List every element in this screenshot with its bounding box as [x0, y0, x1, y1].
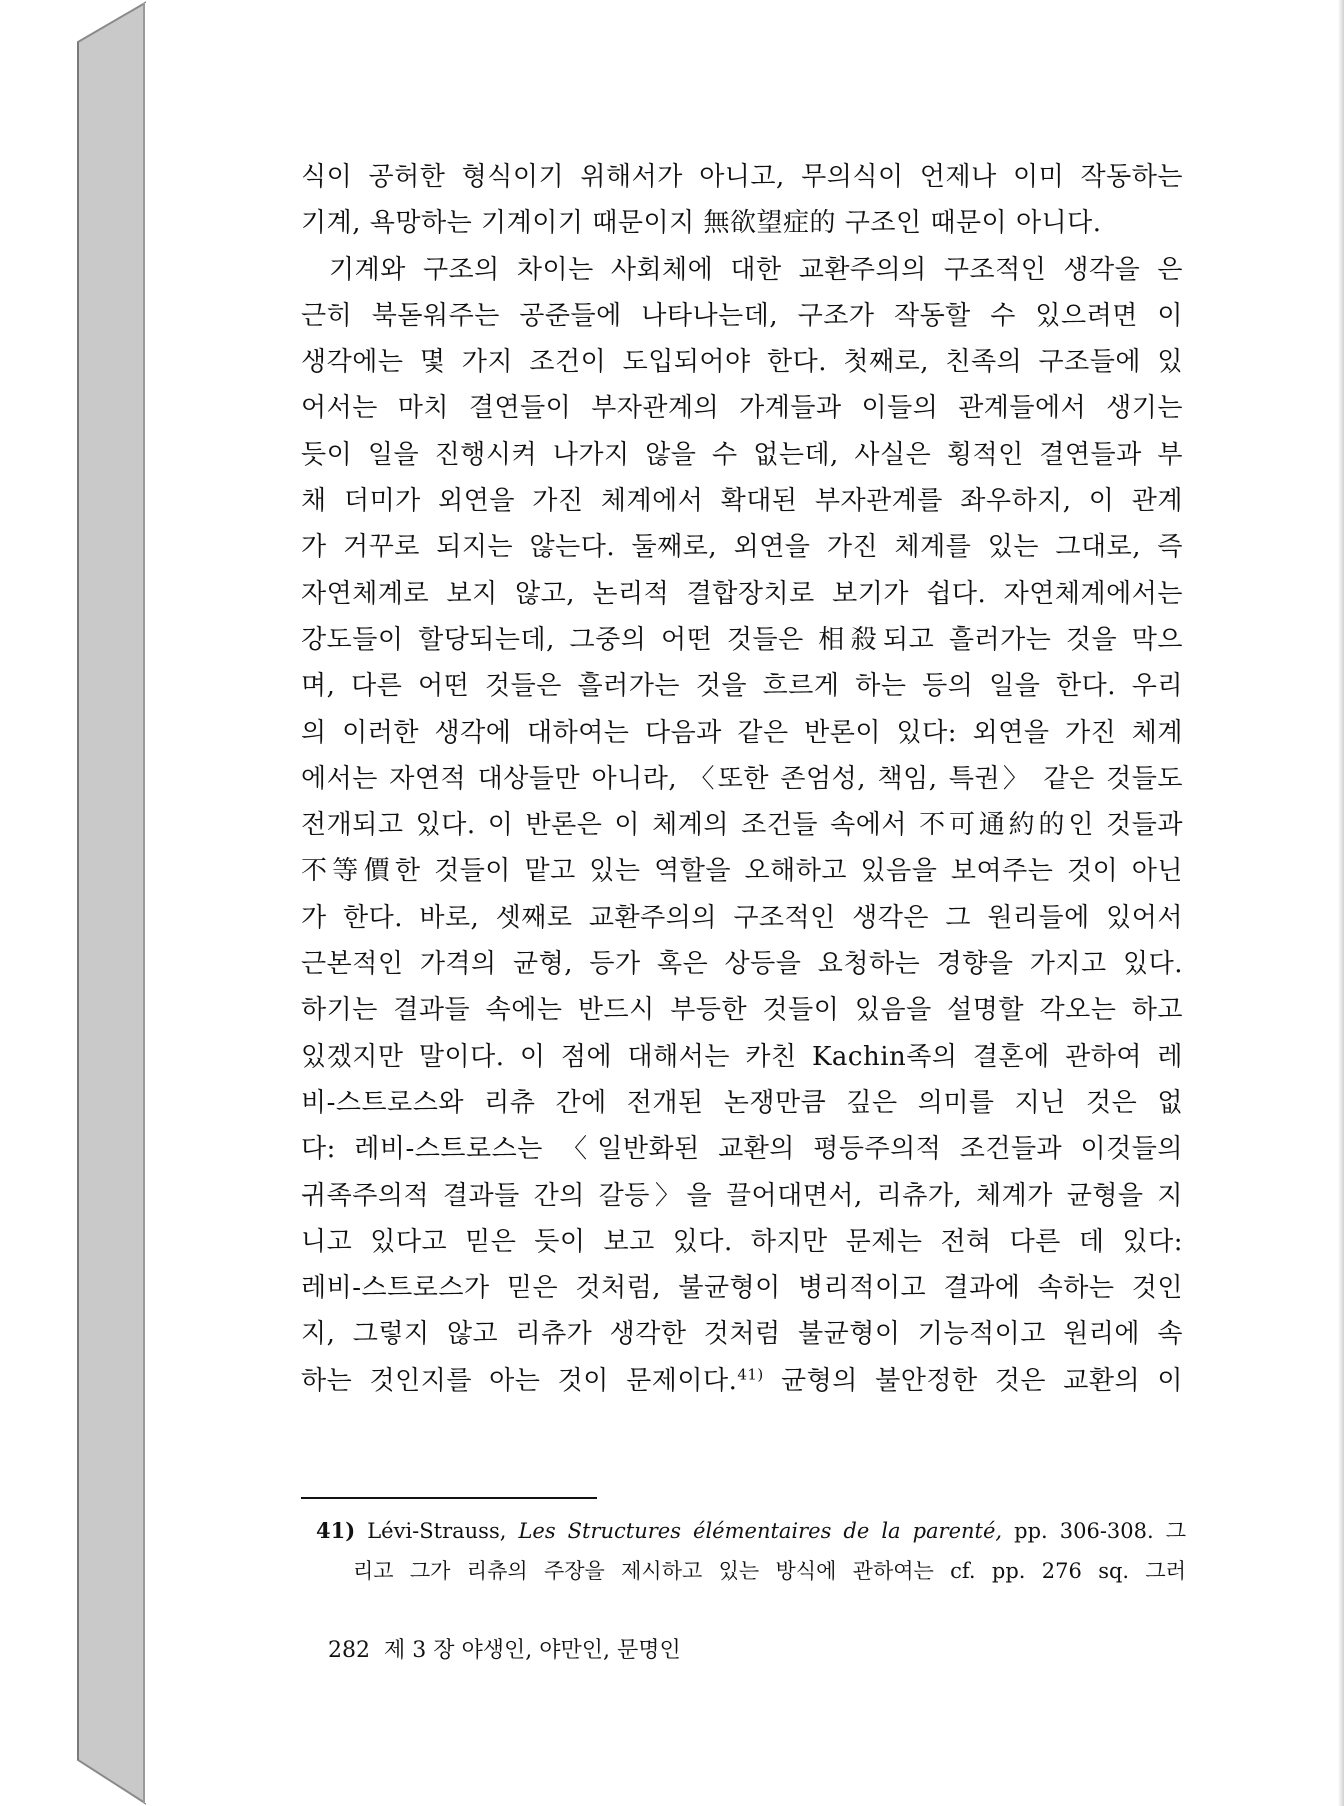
text-line: 생각에는 몇 가지 조건이 도입되어야 한다. 첫째로, 친족의 구조들에 있: [301, 347, 1183, 378]
text-line: 근히 북돋워주는 공준들에 나타나는데, 구조가 작동할 수 있으려면 이: [301, 300, 1183, 331]
text-segment: 균형의 불안정한 것은 교환의 이: [763, 1365, 1183, 1396]
text-line: 의 이러한 생각에 대하여는 다음과 같은 반론이 있다: 외연을 가진 체계: [301, 717, 1183, 748]
text-line: 기계와 구조의 차이는 사회체에 대한 교환주의의 구조적인 생각을 은: [329, 254, 1183, 285]
text-line: 귀족주의적 결과들 간의 갈등〉을 끌어대면서, 리츄가, 체계가 균형을 지: [301, 1180, 1183, 1211]
footnote-pages: pp. 306-308. 그: [1014, 1519, 1186, 1543]
text-line-with-footnote-ref: [301, 1358, 1183, 1404]
text-line: 있겠지만 말이다. 이 점에 대해서는 카친 Kachin족의 결혼에 관하여 레: [301, 1041, 1183, 1072]
page-number: 282: [328, 1638, 370, 1663]
body-text: [301, 154, 1183, 1404]
text-line: 기계, 욕망하는 기계이기 때문이지 無欲望症的 구조인 때문이 아니다.: [301, 208, 1102, 239]
text-line: 비-스트로스와 리츄 간에 전개된 논쟁만큼 깊은 의미를 지닌 것은 없: [301, 1087, 1183, 1118]
text-line: 不等價한 것들이 맡고 있는 역할을 오해하고 있음을 보여주는 것이 아닌: [301, 856, 1183, 887]
text-line: 니고 있다고 믿은 듯이 보고 있다. 하지만 문제는 전혀 다른 데 있다:: [301, 1226, 1183, 1257]
text-line: 전개되고 있다. 이 반론은 이 체계의 조건들 속에서 不可通約的인 것들과: [301, 810, 1183, 841]
text-line: 며, 다른 어떤 것들은 흘러가는 것을 흐르게 하는 등의 일을 한다. 우리: [301, 671, 1183, 702]
text-line: 지, 그렇지 않고 리츄가 생각한 것처럼 불균형이 기능적이고 원리에 속: [301, 1319, 1183, 1350]
page-edge-shadow: [1338, 0, 1344, 1806]
footnote-line: 리고 그가 리츄의 주장을 제시하고 있는 방식에 관하여는 cf. pp. 276 sq. 그러: [353, 1559, 1186, 1583]
text-line: 근본적인 가격의 균형, 등가 혹은 상등을 요청하는 경향을 가지고 있다.: [301, 949, 1183, 980]
text-line: 하기는 결과들 속에는 반드시 부등한 것들이 있음을 설명할 각오는 하고: [301, 995, 1183, 1026]
text-line: 듯이 일을 진행시켜 나가지 않을 수 없는데, 사실은 횡적인 결연들과 부: [301, 439, 1183, 470]
text-segment: 하는 것인지를 아는 것이 문제이다.: [301, 1365, 738, 1396]
footnote-marker: 41): [316, 1518, 356, 1543]
text-line: 자연체계로 보지 않고, 논리적 결합장치로 보기가 쉽다. 자연체계에서는: [301, 578, 1183, 609]
running-footer: [328, 1633, 681, 1664]
text-line: 어서는 마치 결연들이 부자관계의 가계들과 이들의 관계들에서 생기는: [301, 393, 1183, 424]
footnote-reference: 41): [737, 1365, 764, 1384]
footnote-book-title: Les Structures élémentaires de la parenté,: [518, 1519, 1003, 1543]
text-line: 가 거꾸로 되지는 않는다. 둘째로, 외연을 가진 체계를 있는 그대로, 즉: [301, 532, 1183, 563]
footnote: [316, 1511, 1186, 1591]
text-line: 식이 공허한 형식이기 위해서가 아니고, 무의식이 언제나 이미 작동하는: [301, 162, 1183, 192]
text-line: 채 더미가 외연을 가진 체계에서 확대된 부자관계를 좌우하지, 이 관계: [301, 486, 1183, 517]
text-line: 강도들이 할당되는데, 그중의 어떤 것들은 相殺되고 흘러가는 것을 막으: [301, 624, 1183, 655]
text-line: 레비-스트로스가 믿은 것처럼, 불균형이 병리적이고 결과에 속하는 것인: [301, 1273, 1183, 1304]
footnote-author: Lévi-Strauss,: [367, 1519, 507, 1543]
footnote-line: [316, 1511, 1186, 1551]
text-line: 가 한다. 바로, 셋째로 교환주의의 구조적인 생각은 그 원리들에 있어서: [301, 902, 1183, 933]
text-line: 에서는 자연적 대상들만 아니라, 〈또한 존엄성, 책임, 특권〉 같은 것들도: [301, 763, 1183, 794]
text-line: 다: 레비-스트로스는 〈일반화된 교환의 평등주의적 조건들과 이것들의: [301, 1134, 1183, 1165]
chapter-title: 제 3 장 야생인, 야만인, 문명인: [384, 1638, 681, 1663]
footnote-divider: [301, 1497, 597, 1499]
